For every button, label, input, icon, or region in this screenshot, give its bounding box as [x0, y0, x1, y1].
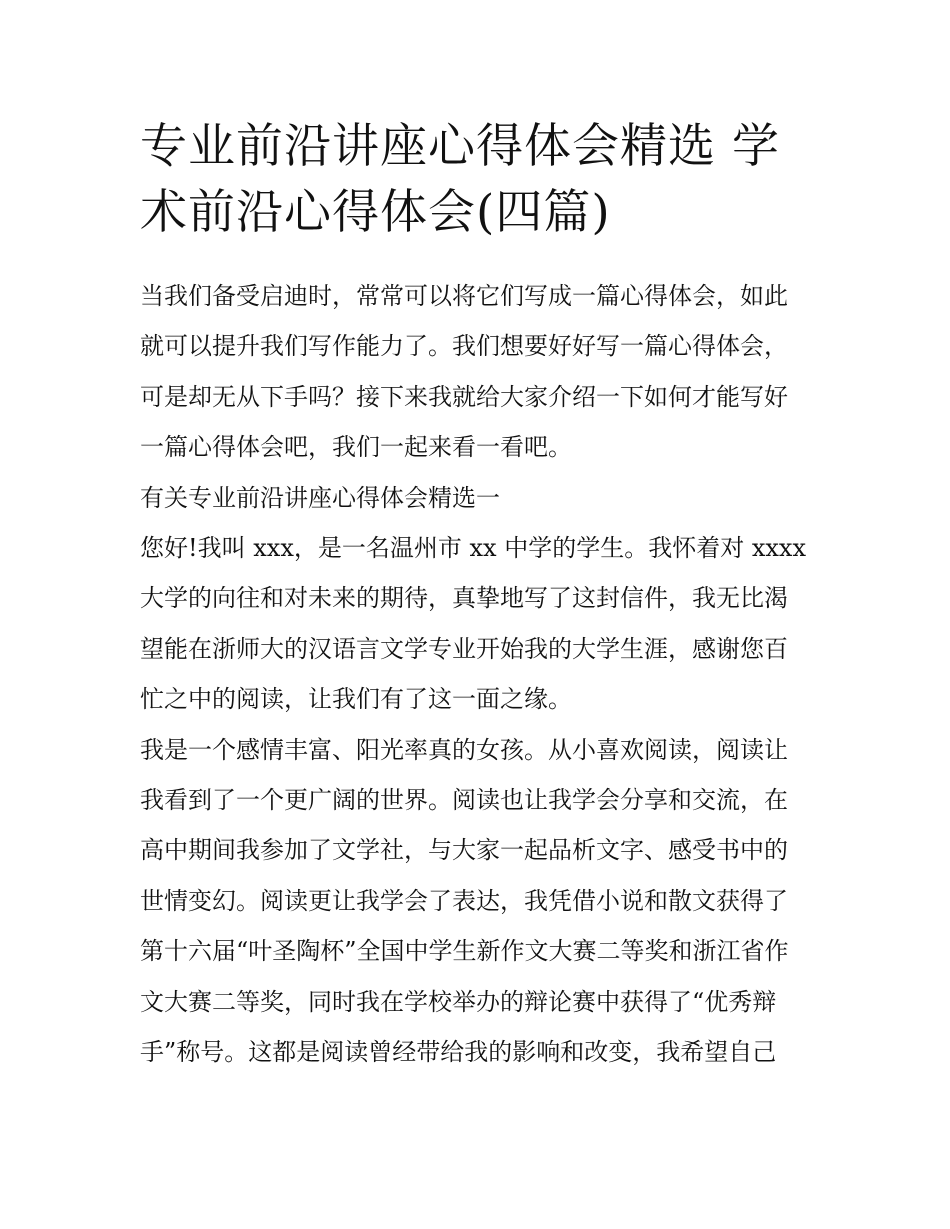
paragraph-line: 忙之中的阅读，让我们有了这一面之缘。: [140, 685, 572, 714]
paragraph-line: 我是一个感情丰富、阳光率真的女孩。从小喜欢阅读，阅读让: [140, 735, 788, 764]
paragraph-line: 您好!我叫 xxx，是一名温州市 xx 中学的学生。我怀着对 xxxx: [140, 534, 806, 563]
section-heading: 有关专业前沿讲座心得体会精选一: [140, 483, 500, 512]
intro-line: 可是却无从下手吗？接下来我就给大家介绍一下如何才能写好: [140, 382, 788, 411]
intro-line: 一篇心得体会吧，我们一起来看一看吧。: [140, 433, 572, 462]
intro-line: 当我们备受启迪时，常常可以将它们写成一篇心得体会，如此: [140, 282, 788, 310]
paragraph-line: 高中期间我参加了文学社，与大家一起品析文字、感受书中的: [140, 836, 788, 865]
paragraph-line: 望能在浙师大的汉语言文学专业开始我的大学生涯，感谢您百: [140, 634, 788, 663]
title-line: 术前沿心得体会(四篇): [140, 185, 611, 240]
document-body: [140, 271, 812, 1078]
paragraph-line: 手”称号。这都是阅读曾经带给我的影响和改变，我希望自己: [140, 1038, 777, 1067]
paragraph-line: 第十六届“叶圣陶杯”全国中学生新作文大赛二等奖和浙江省作: [140, 937, 789, 966]
paragraph-line: 我看到了一个更广阔的世界。阅读也让我学会分享和交流，在: [140, 786, 788, 815]
paragraph-line: 世情变幻。阅读更让我学会了表达，我凭借小说和散文获得了: [140, 886, 788, 915]
document-content: [140, 114, 812, 1078]
intro-line: 就可以提升我们写作能力了。我们想要好好写一篇心得体会，: [140, 332, 788, 361]
paragraph-line: 大学的向往和对未来的期待，真挚地写了这封信件，我无比渴: [140, 584, 788, 613]
paragraph-line: 文大赛二等奖，同时我在学校举办的辩论赛中获得了“优秀辩: [140, 987, 777, 1016]
title-line: 专业前沿讲座心得体会精选 学: [140, 119, 780, 174]
document-title: [140, 114, 812, 246]
